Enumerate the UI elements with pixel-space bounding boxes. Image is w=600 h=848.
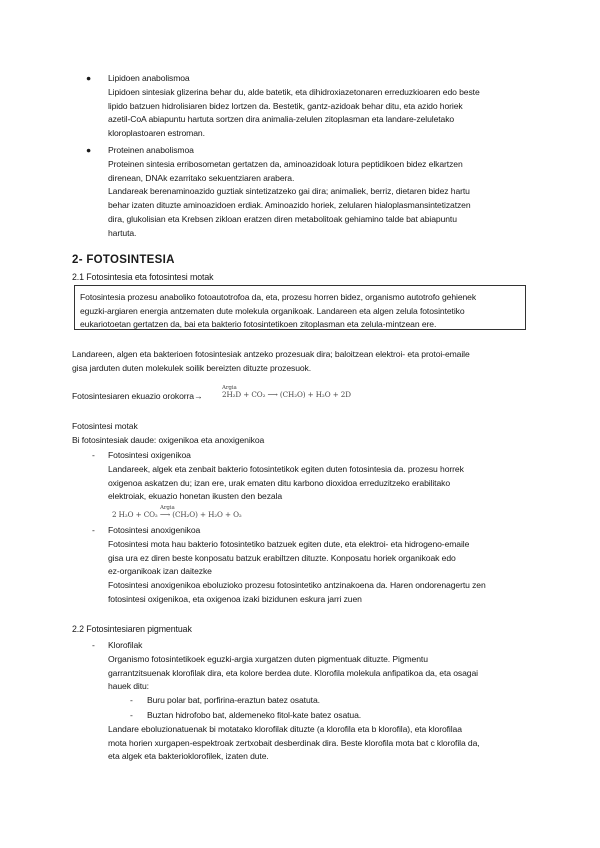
bullet-icon: ●: [86, 145, 92, 155]
intro-paragraph: [72, 348, 532, 375]
text-line: Proteinen sintesia erribosometan gertatzen da, aminoazidoak lotura peptidikoen bidez elkartzen: [108, 159, 463, 169]
text-line: gisa jarduten duten molekulek soilik bereizten dituzte prozesuok.: [72, 362, 312, 373]
text-line: Landare eboluzionatuenak bi motatako klorofilak dituzte (a klorofila eta b klorofila), eta klorofilaa: [108, 724, 462, 734]
equation-arrow-label: Argia: [222, 385, 237, 391]
lipidoen-body: [108, 86, 528, 141]
subsection-heading: 2.2 Fotosintesiaren pigmentuak: [72, 624, 192, 634]
oxi-body: [108, 463, 528, 504]
general-equation: 2H₂D + CO₂ ⟶ (CH₂O) + H₂O + 2D: [222, 390, 351, 399]
text-line: azetil-CoA abiapuntu hartuta sortzen dira animalia-zelulen zitoplasman eta landare-zeluletako: [108, 114, 455, 125]
text-line: eguzki-argiaren energia antzematen dute molekula organikoak. Landareen eta algen zelula fotosintetiko: [80, 305, 465, 316]
motak-title: Fotosintesi motak: [72, 421, 138, 431]
motak-intro: Bi fotosintesiak daude: oxigenikoa eta anoxigenikoa: [72, 435, 265, 445]
dash-icon: -: [92, 450, 95, 460]
anoxi-title: Fotosintesi anoxigenikoa: [108, 525, 201, 535]
text-line: dira, glukolisian eta Krebsen zikloan eratzen diren metabolitoak gehiamino talde bat abiapuntu: [108, 213, 457, 224]
list-item: Buru polar bat, porfirina-eraztun batez osatuta.: [147, 695, 320, 705]
text-line: mota horien xurgapen-espektroak zertxobait desberdinak dira. Beste klorofila mota bat c klorofila da,: [108, 737, 480, 748]
klorofilak-body: [108, 653, 528, 694]
definition-box: [74, 285, 526, 330]
proteinen-body: [108, 158, 528, 240]
bullet-icon: ●: [86, 73, 92, 83]
text-line: fotosintesi oxigenikoa, eta oxigenoa izaki bizidunen eskura jarri zuen: [108, 593, 362, 604]
dash-icon: -: [92, 525, 95, 535]
text-line: Landareak berenaminoazido guztiak sintetizatzeko gai dira; animaliek, berriz, dietaren bidez hartu: [108, 186, 470, 197]
text-line: Fotosintesia prozesu anaboliko fotoautotrofoa da, eta, prozesu horren bidez, organismo autotrofo gehienek: [80, 292, 477, 302]
text-line: Landareen, algen eta bakterioen fotosintesiak antzeko prozesuak dira; baloitzean elektroi- eta protoi-emaile: [72, 349, 470, 359]
dash-icon: -: [92, 640, 95, 650]
list-item: Buztan hidrofobo bat, aldemeneko fitol-kate batez osatua.: [147, 710, 362, 720]
equation-label: Fotosintesiaren ekuazio orokorra→: [72, 391, 203, 401]
proteinen-title: Proteinen anabolismoa: [108, 145, 194, 155]
text-line: eukariotoetan gertatzen da, bai eta bakterio fotosintetikoen zitoplasman eta zelula-mintzean ere.: [80, 319, 437, 330]
klorofilak-title: Klorofilak: [108, 640, 143, 650]
dash-icon: -: [130, 710, 133, 720]
anoxi-body: [108, 538, 528, 607]
oxi-equation: 2 H₂O + CO₂ ⟶ (CH₂O) + H₂O + O₂: [112, 510, 242, 519]
text-line: direnean, DNAk ezarritako sekuentziaren arabera.: [108, 172, 295, 183]
dash-icon: -: [130, 695, 133, 705]
text-line: behar izaten dituzte aminoazidoen erdiak. Aminoazido horiek, zelularen hialoplasmansintetizatzen: [108, 200, 471, 211]
text-line: Fotosintesi anoxigenikoa eboluzioko prozesu fotosintetiko antzinakoena da. Haren ondorenagertu zen: [108, 580, 486, 591]
lipidoen-title: Lipidoen anabolismoa: [108, 73, 190, 83]
section-heading: 2- FOTOSINTESIA: [72, 254, 175, 266]
text-line: gisa ura ez diren beste konposatu batzuk erabiltzen dituzte. Konposatu horiek organikoak edo: [108, 552, 456, 563]
text-line: oxigenoa askatzen du; izan ere, urak ematen ditu karbono dioxidoa erreduzitzeko erabilitako: [108, 477, 451, 488]
klorofilak-tail: [108, 723, 528, 764]
text-line: elektroiak, ekuazio honetan ikusten den bezala: [108, 491, 283, 502]
text-line: ez-organikoak izan daitezke: [108, 566, 212, 577]
subsection-heading: 2.1 Fotosintesia eta fotosintesi motak: [72, 272, 214, 282]
text-line: hartuta.: [108, 227, 137, 238]
text-line: hauek ditu:: [108, 681, 149, 692]
text-line: lipido batzuen hidrolisiaren bidez lortzen da. Bestetik, gantz-azidoak behar ditu, eta azido horiek: [108, 100, 463, 111]
text-line: garrantzitsuenak klorofilak dira, eta kolore berdea dute. Klorofila molekula anfipatikoa da, eta osagai: [108, 667, 478, 678]
text-line: eta algek eta bakterioklorofilek, izaten dute.: [108, 751, 269, 762]
oxi-title: Fotosintesi oxigenikoa: [108, 450, 191, 460]
text-line: Fotosintesi mota hau bakterio fotosintetiko batzuek egiten dute, eta elektroi- eta hidrogeno-emaile: [108, 539, 470, 549]
text-line: Organismo fotosintetikoek eguzki-argia xurgatzen duten pigmentuak dituzte. Pigmentu: [108, 654, 428, 664]
oxi-equation-arrow-label: Argia: [160, 505, 175, 511]
text-line: Landareek, algek eta zenbait bakterio fotosintetikok egiten duten fotosintesia da. prozesu horrek: [108, 464, 464, 474]
text-line: kloroplastoaren estroman.: [108, 128, 205, 139]
text-line: Lipidoen sintesiak glizerina behar du, alde batetik, eta dihidroxiazetonaren erreduzkioaren edo beste: [108, 87, 480, 97]
